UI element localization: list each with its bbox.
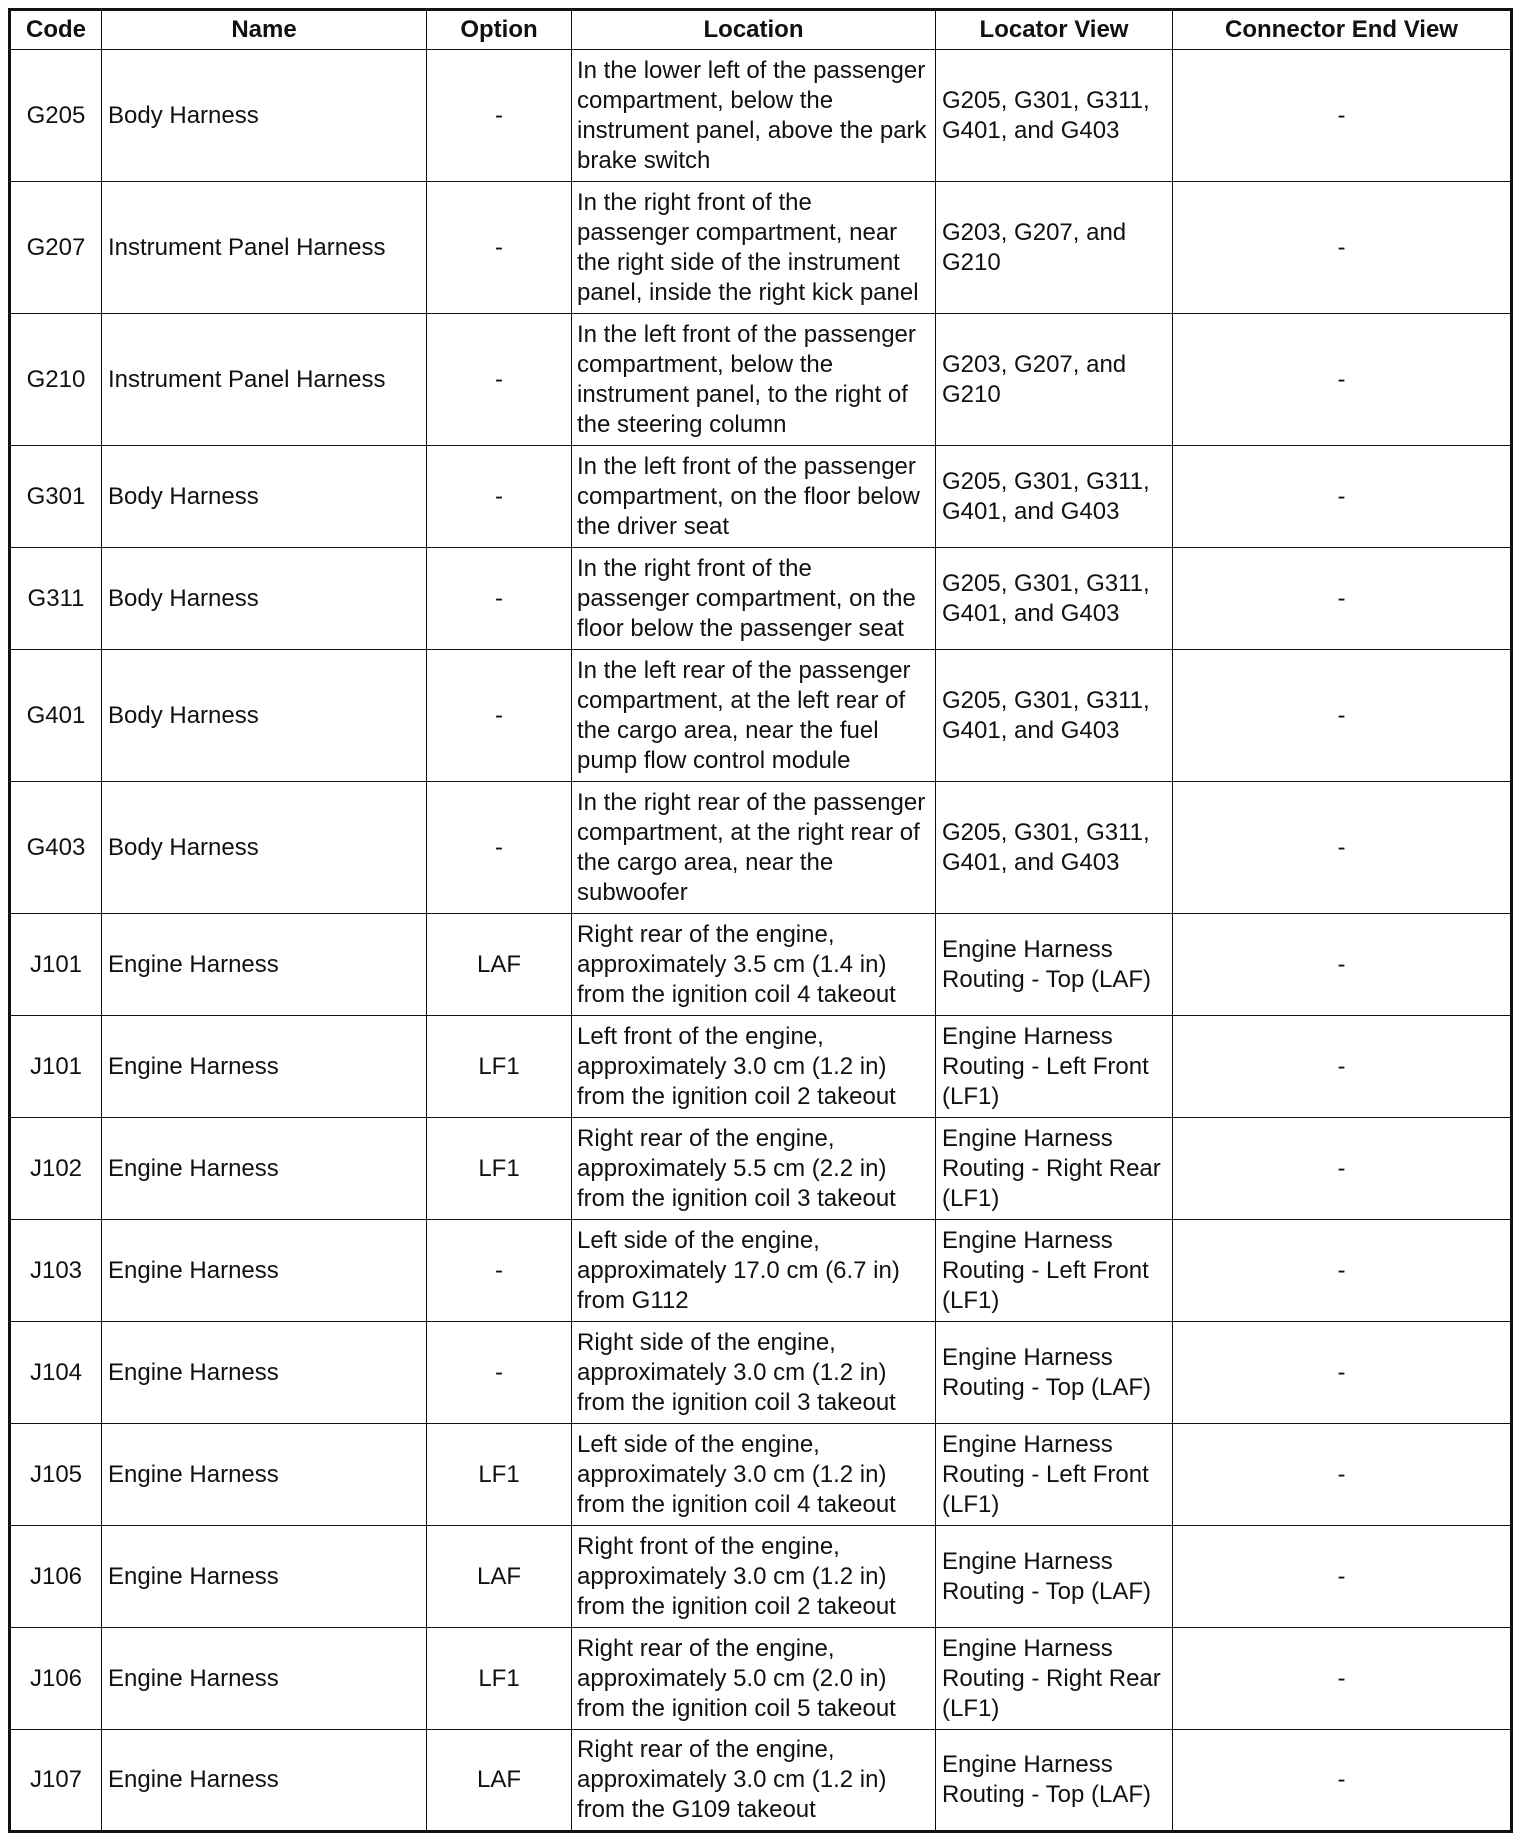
cell-locator-view: G203, G207, and G210	[936, 314, 1173, 446]
cell-name: Engine Harness	[102, 1526, 427, 1628]
cell-option: -	[427, 1220, 572, 1322]
table-row	[10, 1526, 1512, 1628]
table-row	[10, 650, 1512, 782]
cell-locator-view: G205, G301, G311, G401, and G403	[936, 50, 1173, 182]
table-header	[10, 10, 1512, 50]
cell-locator-view: Engine Harness Routing - Right Rear (LF1)	[936, 1118, 1173, 1220]
cell-option: -	[427, 782, 572, 914]
cell-connector-end-view: -	[1173, 782, 1512, 914]
cell-option: LF1	[427, 1016, 572, 1118]
cell-location: Left side of the engine, approximately 3.0 cm (1.2 in) from the ignition coil 4 takeout	[572, 1424, 936, 1526]
cell-location: In the left front of the passenger compartment, on the floor below the driver seat	[572, 446, 936, 548]
cell-connector-end-view: -	[1173, 182, 1512, 314]
cell-code: J101	[10, 1016, 102, 1118]
cell-name: Body Harness	[102, 446, 427, 548]
cell-connector-end-view: -	[1173, 1424, 1512, 1526]
cell-location: Right rear of the engine, approximately 3.0 cm (1.2 in) from the G109 takeout	[572, 1730, 936, 1832]
cell-option: -	[427, 314, 572, 446]
cell-option: LF1	[427, 1424, 572, 1526]
cell-code: G403	[10, 782, 102, 914]
cell-option: LF1	[427, 1118, 572, 1220]
cell-connector-end-view: -	[1173, 314, 1512, 446]
cell-name: Engine Harness	[102, 1118, 427, 1220]
cell-option: LAF	[427, 914, 572, 1016]
cell-location: Right rear of the engine, approximately 5.5 cm (2.2 in) from the ignition coil 3 takeout	[572, 1118, 936, 1220]
cell-locator-view: Engine Harness Routing - Left Front (LF1)	[936, 1220, 1173, 1322]
cell-locator-view: Engine Harness Routing - Top (LAF)	[936, 1526, 1173, 1628]
cell-code: J107	[10, 1730, 102, 1832]
cell-locator-view: G205, G301, G311, G401, and G403	[936, 782, 1173, 914]
cell-code: G207	[10, 182, 102, 314]
page-container	[8, 8, 1513, 1833]
cell-name: Engine Harness	[102, 1220, 427, 1322]
cell-code: G205	[10, 50, 102, 182]
cell-connector-end-view: -	[1173, 914, 1512, 1016]
cell-code: J106	[10, 1526, 102, 1628]
cell-name: Engine Harness	[102, 914, 427, 1016]
cell-name: Body Harness	[102, 548, 427, 650]
cell-option: LAF	[427, 1526, 572, 1628]
header-name: Name	[102, 10, 427, 50]
cell-connector-end-view: -	[1173, 1526, 1512, 1628]
cell-name: Body Harness	[102, 650, 427, 782]
cell-option: LF1	[427, 1628, 572, 1730]
table-row	[10, 1730, 1512, 1832]
cell-option: -	[427, 182, 572, 314]
cell-locator-view: Engine Harness Routing - Left Front (LF1)	[936, 1424, 1173, 1526]
table-body	[10, 50, 1512, 1832]
cell-connector-end-view: -	[1173, 1628, 1512, 1730]
cell-name: Engine Harness	[102, 1424, 427, 1526]
cell-locator-view: G205, G301, G311, G401, and G403	[936, 650, 1173, 782]
table-row	[10, 314, 1512, 446]
header-connector-end-view: Connector End View	[1173, 10, 1512, 50]
cell-option: LAF	[427, 1730, 572, 1832]
header-code: Code	[10, 10, 102, 50]
cell-connector-end-view: -	[1173, 548, 1512, 650]
table-row	[10, 1424, 1512, 1526]
cell-location: Right rear of the engine, approximately 3.5 cm (1.4 in) from the ignition coil 4 takeout	[572, 914, 936, 1016]
table-row	[10, 1628, 1512, 1730]
cell-code: J103	[10, 1220, 102, 1322]
cell-location: Right front of the engine, approximately 3.0 cm (1.2 in) from the ignition coil 2 takeout	[572, 1526, 936, 1628]
cell-option: -	[427, 446, 572, 548]
table-row	[10, 446, 1512, 548]
cell-connector-end-view: -	[1173, 1322, 1512, 1424]
cell-code: J105	[10, 1424, 102, 1526]
cell-name: Instrument Panel Harness	[102, 182, 427, 314]
header-option: Option	[427, 10, 572, 50]
cell-locator-view: Engine Harness Routing - Top (LAF)	[936, 1730, 1173, 1832]
cell-location: In the right rear of the passenger compartment, at the right rear of the cargo area, near the subwoofer	[572, 782, 936, 914]
cell-location: In the lower left of the passenger compartment, below the instrument panel, above the park brake switch	[572, 50, 936, 182]
cell-connector-end-view: -	[1173, 50, 1512, 182]
cell-locator-view: G205, G301, G311, G401, and G403	[936, 548, 1173, 650]
cell-connector-end-view: -	[1173, 1118, 1512, 1220]
table-row	[10, 1118, 1512, 1220]
table-row	[10, 50, 1512, 182]
cell-option: -	[427, 50, 572, 182]
cell-name: Engine Harness	[102, 1730, 427, 1832]
cell-connector-end-view: -	[1173, 1220, 1512, 1322]
cell-connector-end-view: -	[1173, 1730, 1512, 1832]
cell-connector-end-view: -	[1173, 1016, 1512, 1118]
cell-name: Engine Harness	[102, 1016, 427, 1118]
cell-code: G210	[10, 314, 102, 446]
cell-location: In the right front of the passenger compartment, near the right side of the instrument panel, inside the right kick panel	[572, 182, 936, 314]
cell-name: Body Harness	[102, 782, 427, 914]
header-locator-view: Locator View	[936, 10, 1173, 50]
cell-code: G311	[10, 548, 102, 650]
table-row	[10, 914, 1512, 1016]
cell-locator-view: Engine Harness Routing - Top (LAF)	[936, 1322, 1173, 1424]
cell-code: J106	[10, 1628, 102, 1730]
cell-code: J104	[10, 1322, 102, 1424]
cell-connector-end-view: -	[1173, 446, 1512, 548]
cell-locator-view: Engine Harness Routing - Left Front (LF1)	[936, 1016, 1173, 1118]
cell-option: -	[427, 548, 572, 650]
connector-location-table	[8, 8, 1513, 1833]
cell-connector-end-view: -	[1173, 650, 1512, 782]
cell-location: In the left rear of the passenger compartment, at the left rear of the cargo area, near the fuel pump flow control module	[572, 650, 936, 782]
cell-name: Engine Harness	[102, 1322, 427, 1424]
cell-code: J101	[10, 914, 102, 1016]
cell-location: In the left front of the passenger compartment, below the instrument panel, to the right of the steering column	[572, 314, 936, 446]
cell-locator-view: G205, G301, G311, G401, and G403	[936, 446, 1173, 548]
cell-locator-view: Engine Harness Routing - Right Rear (LF1)	[936, 1628, 1173, 1730]
cell-location: In the right front of the passenger compartment, on the floor below the passenger seat	[572, 548, 936, 650]
cell-name: Instrument Panel Harness	[102, 314, 427, 446]
table-row	[10, 1322, 1512, 1424]
table-row	[10, 182, 1512, 314]
table-row	[10, 548, 1512, 650]
table-row	[10, 1220, 1512, 1322]
table-row	[10, 782, 1512, 914]
cell-name: Engine Harness	[102, 1628, 427, 1730]
cell-code: G301	[10, 446, 102, 548]
cell-location: Left front of the engine, approximately 3.0 cm (1.2 in) from the ignition coil 2 takeout	[572, 1016, 936, 1118]
table-row	[10, 1016, 1512, 1118]
cell-option: -	[427, 650, 572, 782]
cell-location: Right rear of the engine, approximately 5.0 cm (2.0 in) from the ignition coil 5 takeout	[572, 1628, 936, 1730]
header-location: Location	[572, 10, 936, 50]
cell-name: Body Harness	[102, 50, 427, 182]
cell-code: J102	[10, 1118, 102, 1220]
header-row	[10, 10, 1512, 50]
cell-location: Left side of the engine, approximately 17.0 cm (6.7 in) from G112	[572, 1220, 936, 1322]
cell-location: Right side of the engine, approximately 3.0 cm (1.2 in) from the ignition coil 3 takeout	[572, 1322, 936, 1424]
cell-locator-view: Engine Harness Routing - Top (LAF)	[936, 914, 1173, 1016]
cell-locator-view: G203, G207, and G210	[936, 182, 1173, 314]
cell-option: -	[427, 1322, 572, 1424]
cell-code: G401	[10, 650, 102, 782]
